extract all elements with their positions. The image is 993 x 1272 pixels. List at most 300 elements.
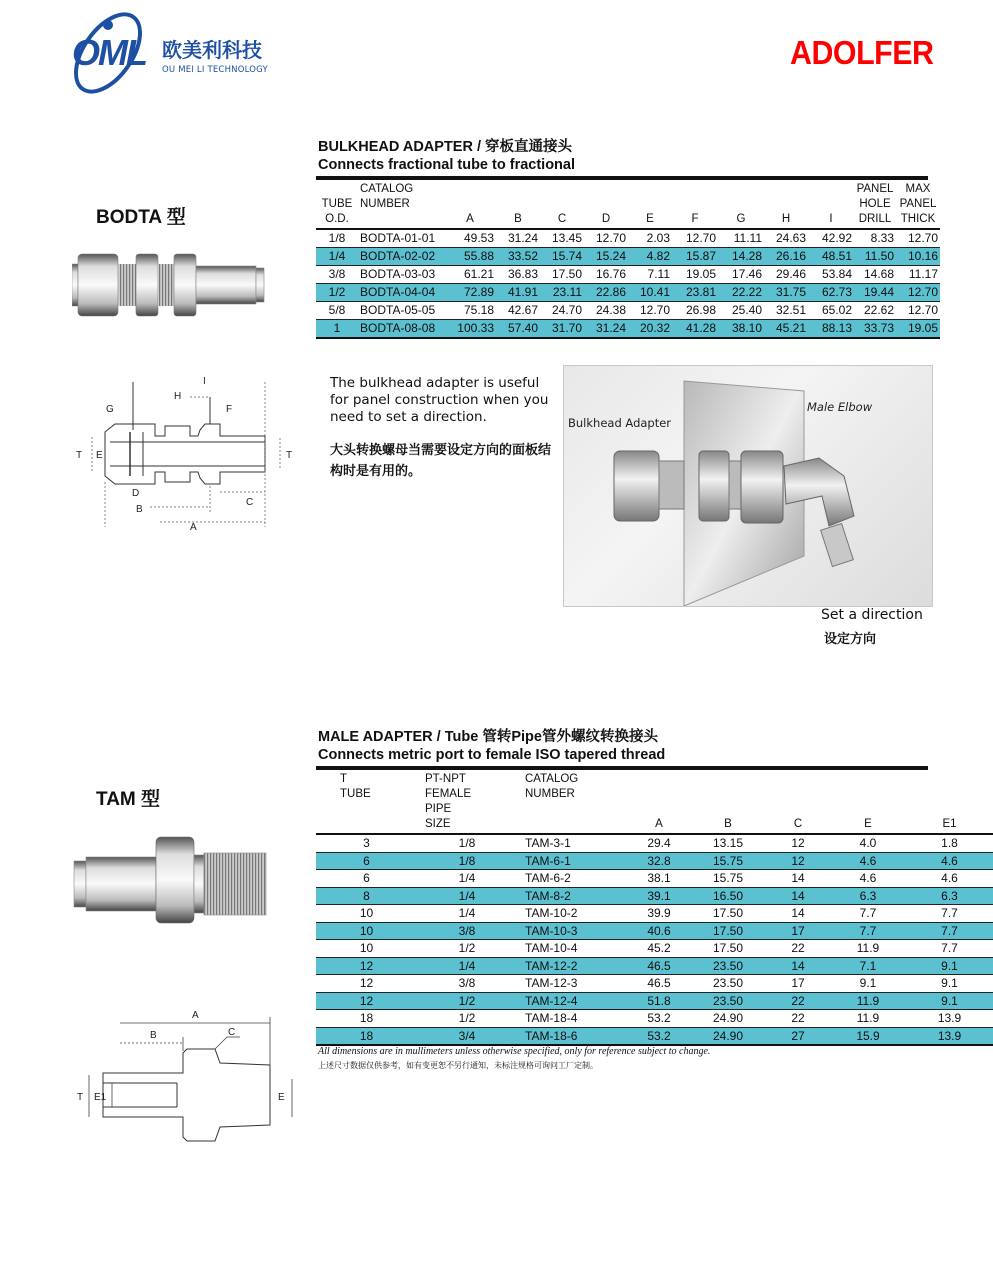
tam-drawing-label-t: T xyxy=(77,1092,84,1103)
tam-drawing-label-a: A xyxy=(192,1010,199,1021)
header-line: D xyxy=(601,213,611,225)
table-cell: 1.8 xyxy=(941,836,958,851)
bulkhead-adapter-label: Bulkhead Adapter xyxy=(568,416,672,430)
table-cell: 11.11 xyxy=(733,231,762,245)
bodta-column-header xyxy=(628,182,672,229)
table-cell: 6 xyxy=(363,871,370,886)
table-cell: 12.70 xyxy=(907,231,938,245)
header-line xyxy=(833,802,903,817)
table-cell: 32.51 xyxy=(775,303,806,317)
table-cell: 11.9 xyxy=(856,993,880,1008)
table-cell: 15.75 xyxy=(712,853,744,868)
catalog-number-cell: TAM-8-2 xyxy=(525,888,571,903)
header-line xyxy=(766,197,806,212)
catalog-number-cell: BODTA-02-02 xyxy=(360,249,436,263)
tam-column-header xyxy=(765,772,831,834)
header-line xyxy=(720,182,762,197)
tam-column-header xyxy=(831,772,905,834)
bodta-column-header xyxy=(896,182,940,229)
table-cell: 19.44 xyxy=(863,285,894,299)
header-line xyxy=(340,802,415,817)
table-cell: 3/8 xyxy=(458,923,476,938)
table-cell: 41.91 xyxy=(507,285,538,299)
table-cell: 51.8 xyxy=(647,993,671,1008)
catalog-number-cell: TAM-6-1 xyxy=(525,853,571,868)
header-line: HOLE xyxy=(859,198,891,210)
table-cell: 11.17 xyxy=(908,267,938,281)
table-cell: 9.1 xyxy=(941,993,958,1008)
table-cell: 14 xyxy=(791,958,805,973)
header-line xyxy=(810,182,852,197)
table-cell: 45.2 xyxy=(647,941,671,956)
table-cell: 12 xyxy=(359,958,374,973)
table-cell: 1/4 xyxy=(458,888,476,903)
bodta-column-header xyxy=(540,182,584,229)
header-line xyxy=(674,197,716,212)
header-line: PANEL xyxy=(856,183,894,195)
table-cell: 1/4 xyxy=(458,958,476,973)
header-line: TUBE xyxy=(321,198,353,210)
table-cell: 10 xyxy=(359,906,374,921)
table-cell: 13.9 xyxy=(937,1028,962,1043)
tam-table-row xyxy=(316,852,993,870)
header-line xyxy=(525,802,625,817)
table-cell: 4.6 xyxy=(859,853,877,868)
catalog-number-cell: BODTA-04-04 xyxy=(360,285,436,299)
table-cell: 14.28 xyxy=(731,249,762,263)
drawing-label-h: H xyxy=(174,391,182,402)
table-cell: 1/2 xyxy=(328,285,346,299)
header-line: PIPE xyxy=(425,803,452,815)
drawing-label-e: E xyxy=(96,450,103,461)
header-line: A xyxy=(466,213,474,225)
table-cell: 7.7 xyxy=(941,923,958,938)
table-cell: 12 xyxy=(359,976,374,991)
drawing-label-t-right: T xyxy=(286,450,293,461)
catalog-number-cell: TAM-6-2 xyxy=(525,871,571,886)
header-line: E1 xyxy=(942,818,957,830)
table-cell: 1/4 xyxy=(458,906,476,921)
header-line xyxy=(586,182,626,197)
table-cell: 3/8 xyxy=(458,976,476,991)
table-cell: 3 xyxy=(363,836,370,851)
table-cell: 9.1 xyxy=(941,958,958,973)
catalog-number-cell: TAM-12-2 xyxy=(525,958,578,973)
header-line xyxy=(542,182,582,197)
catalog-number-cell: TAM-3-1 xyxy=(525,836,571,851)
table-cell: 26.98 xyxy=(685,303,716,317)
table-cell: 7.7 xyxy=(941,941,958,956)
header-line xyxy=(318,182,356,197)
header-line xyxy=(810,197,852,212)
catalog-number-cell: BODTA-05-05 xyxy=(360,303,436,317)
header-line: SIZE xyxy=(425,818,451,830)
table-cell: 4.6 xyxy=(941,853,958,868)
table-cell: 39.9 xyxy=(647,906,671,921)
bodta-column-header xyxy=(444,182,496,229)
table-cell: 17 xyxy=(791,923,805,938)
table-cell: 22 xyxy=(791,993,805,1008)
header-line xyxy=(498,197,538,212)
table-cell: 13.45 xyxy=(551,231,582,245)
catalog-number-cell: TAM-10-3 xyxy=(525,923,578,938)
table-cell: 12.70 xyxy=(685,231,716,245)
header-line: THICK xyxy=(900,213,936,225)
table-cell: 1/2 xyxy=(458,941,476,956)
male-adapter-title: MALE ADAPTER / Tube 管转Pipe管外螺纹转换接头 xyxy=(318,729,658,745)
table-cell: 24.38 xyxy=(595,303,626,317)
table-cell: 22 xyxy=(791,941,805,956)
bulkhead-subtitle: Connects fractional tube to fractional xyxy=(318,157,575,173)
table-cell: 24.90 xyxy=(712,1028,744,1043)
header-line xyxy=(767,772,829,787)
table-cell: 36.83 xyxy=(507,267,538,281)
table-cell: 33.73 xyxy=(863,321,894,335)
bodta-series-label: BODTA 型 xyxy=(96,207,186,228)
table-cell: 7.1 xyxy=(859,958,877,973)
table-cell: 46.5 xyxy=(647,976,671,991)
table-cell: 42.67 xyxy=(507,303,538,317)
header-line: A xyxy=(655,818,663,830)
bodta-table-row xyxy=(316,320,940,339)
table-cell: 19.05 xyxy=(907,321,938,335)
table-cell: 31.24 xyxy=(595,321,626,335)
header-line xyxy=(907,802,992,817)
drawing-label-f: F xyxy=(226,404,233,415)
table-cell: 4.6 xyxy=(859,871,877,886)
table-cell: 1/4 xyxy=(328,249,346,263)
table-cell: 15.24 xyxy=(595,249,626,263)
bulkhead-description-en: The bulkhead adapter is useful for panel construction when you need to set a direction. xyxy=(330,375,549,425)
tam-table-row xyxy=(316,1027,993,1045)
header-line: E xyxy=(646,213,654,225)
header-line: NUMBER xyxy=(360,198,410,210)
header-line: E xyxy=(864,818,872,830)
header-line: C xyxy=(557,213,567,225)
catalog-number-cell: TAM-10-4 xyxy=(525,941,578,956)
drawing-label-b: B xyxy=(136,504,143,515)
panel-fitting-illustration xyxy=(564,366,932,606)
catalog-number-cell: TAM-18-4 xyxy=(525,1011,578,1026)
table-cell: 1 xyxy=(333,321,341,335)
table-cell: 10 xyxy=(359,941,374,956)
table-cell: 17.50 xyxy=(712,923,744,938)
table-cell: 23.50 xyxy=(712,993,744,1008)
table-cell: 29.46 xyxy=(775,267,806,281)
drawing-label-i: I xyxy=(203,376,206,387)
header-line xyxy=(629,802,689,817)
bodta-column-header xyxy=(584,182,628,229)
header-line: B xyxy=(724,818,732,830)
tam-series-label: TAM 型 xyxy=(96,789,161,810)
header-line xyxy=(907,787,992,802)
table-cell: 6.3 xyxy=(941,888,958,903)
header-line xyxy=(340,817,415,832)
header-line xyxy=(720,197,762,212)
tam-table-row xyxy=(316,992,993,1010)
drawing-label-a: A xyxy=(190,522,197,532)
table-cell: 14 xyxy=(791,888,805,903)
logo-mark: OML xyxy=(72,32,146,73)
bodta-column-header xyxy=(808,182,854,229)
male-adapter-subtitle: Connects metric port to female ISO tapered thread xyxy=(318,747,666,763)
table-cell: 61.21 xyxy=(463,267,494,281)
header-line xyxy=(446,197,494,212)
table-cell: 48.51 xyxy=(821,249,852,263)
table-cell: 10.16 xyxy=(907,249,938,263)
table-cell: 14 xyxy=(791,871,805,886)
table-cell: 22.86 xyxy=(595,285,626,299)
table-cell: 17 xyxy=(791,976,805,991)
tam-dimension-drawing xyxy=(75,1005,305,1145)
table-cell: 8.33 xyxy=(870,231,894,245)
table-cell: 57.40 xyxy=(507,321,538,335)
table-cell: 42.92 xyxy=(821,231,852,245)
header-line xyxy=(629,787,689,802)
table-cell: 65.02 xyxy=(821,303,852,317)
header-line xyxy=(907,772,992,787)
table-cell: 7.7 xyxy=(941,906,958,921)
tam-drawing-label-c: C xyxy=(228,1027,236,1038)
catalog-number-cell: BODTA-01-01 xyxy=(360,231,436,245)
bulkhead-title: BULKHEAD ADAPTER / 穿板直通接头 xyxy=(318,139,573,155)
table-cell: 18 xyxy=(359,1028,374,1043)
table-cell: 16.50 xyxy=(712,888,744,903)
table-cell: 1/8 xyxy=(458,836,476,851)
tam-table-row xyxy=(316,1010,993,1028)
logo-name-en: OU MEI LI TECHNOLOGY xyxy=(162,65,268,75)
header-line: O.D. xyxy=(325,213,349,225)
table-cell: 14 xyxy=(791,906,805,921)
table-cell: 9.1 xyxy=(941,976,958,991)
header-line: FEMALE xyxy=(425,788,472,800)
bodta-spec-table xyxy=(316,182,940,339)
drawing-label-t: T xyxy=(76,450,83,461)
table-cell: 53.2 xyxy=(647,1028,671,1043)
table-cell: 45.21 xyxy=(775,321,806,335)
table-cell: 9.1 xyxy=(859,976,877,991)
header-line xyxy=(767,787,829,802)
table-cell: 17.50 xyxy=(712,941,744,956)
table-cell: 15.75 xyxy=(712,871,744,886)
illustration-caption-en: Set a direction xyxy=(821,607,923,623)
illustration-caption-cn: 设定方向 xyxy=(824,632,877,647)
table-cell: 29.4 xyxy=(647,836,671,851)
header-line xyxy=(446,182,494,197)
bodta-column-header xyxy=(854,182,896,229)
tam-table-row xyxy=(316,940,993,958)
table-cell: 6 xyxy=(363,853,370,868)
table-cell: 88.13 xyxy=(821,321,852,335)
dimensions-note-cn: 上述尺寸数据仅供参考，如有变更恕不另行通知，未标注规格可询问工厂定制。 xyxy=(318,1061,598,1070)
table-cell: 5/8 xyxy=(328,303,346,317)
bodta-table-row xyxy=(316,266,940,284)
header-line: PT-NPT xyxy=(425,773,466,785)
brand-name: ADOLFER xyxy=(790,34,934,71)
bodta-column-header xyxy=(764,182,808,229)
table-cell: 27 xyxy=(791,1028,805,1043)
tam-drawing-label-e1: E1 xyxy=(94,1092,107,1103)
table-cell: 24.90 xyxy=(712,1011,744,1026)
header-line xyxy=(693,802,763,817)
table-cell: 53.84 xyxy=(821,267,852,281)
table-cell: 18 xyxy=(359,1011,374,1026)
bodta-column-header xyxy=(496,182,540,229)
table-cell: 20.32 xyxy=(639,321,670,335)
table-cell: 7.7 xyxy=(859,923,877,938)
tam-column-header xyxy=(316,772,417,834)
catalog-number-cell: TAM-12-4 xyxy=(525,993,578,1008)
table-cell: 17.50 xyxy=(551,267,582,281)
table-cell: 55.88 xyxy=(463,249,494,263)
table-cell: 8 xyxy=(363,888,370,903)
header-line xyxy=(674,182,716,197)
table-cell: 100.33 xyxy=(457,321,494,335)
table-cell: 4.0 xyxy=(859,836,877,851)
table-cell: 17.50 xyxy=(712,906,744,921)
bulkhead-illustration xyxy=(563,365,933,607)
header-line: H xyxy=(781,213,791,225)
male-adapter-title-rule xyxy=(316,766,928,770)
table-cell: 16.76 xyxy=(595,267,626,281)
header-line: PANEL xyxy=(899,198,937,210)
bodta-table-row xyxy=(316,302,940,320)
tam-drawing-label-e: E xyxy=(278,1092,285,1103)
company-logo xyxy=(66,5,296,100)
header-line xyxy=(693,772,763,787)
table-cell: 22.22 xyxy=(731,285,762,299)
table-cell: 15.74 xyxy=(551,249,582,263)
table-cell: 7.7 xyxy=(859,906,877,921)
tam-table-row xyxy=(316,905,993,923)
tam-table-row xyxy=(316,834,993,852)
header-line: C xyxy=(793,818,803,830)
table-cell: 22 xyxy=(791,1011,805,1026)
table-cell: 49.53 xyxy=(463,231,494,245)
table-cell: 33.52 xyxy=(507,249,538,263)
table-cell: 1/8 xyxy=(328,231,346,245)
tam-column-header xyxy=(691,772,765,834)
header-line: T xyxy=(340,773,348,785)
tam-column-header xyxy=(417,772,517,834)
table-cell: 12 xyxy=(359,993,374,1008)
header-line xyxy=(766,182,806,197)
table-cell: 14.68 xyxy=(863,267,894,281)
logo-name-cn: 欧美利科技 xyxy=(162,38,262,62)
catalog-number-cell: BODTA-08-08 xyxy=(360,321,436,335)
table-cell: 38.1 xyxy=(647,871,671,886)
table-cell: 31.70 xyxy=(551,321,582,335)
table-cell: 39.1 xyxy=(647,888,671,903)
table-cell: 12.70 xyxy=(639,303,670,317)
catalog-number-cell: TAM-12-3 xyxy=(525,976,578,991)
catalog-number-cell: TAM-18-6 xyxy=(525,1028,578,1043)
tam-column-header xyxy=(905,772,993,834)
bodta-dimension-drawing xyxy=(70,372,310,532)
table-cell: 40.6 xyxy=(647,923,671,938)
table-cell: 13.9 xyxy=(937,1011,962,1026)
table-cell: 31.75 xyxy=(775,285,806,299)
header-line xyxy=(525,817,625,832)
table-cell: 23.50 xyxy=(712,958,744,973)
bodta-column-header xyxy=(672,182,718,229)
header-line xyxy=(586,197,626,212)
table-cell: 23.81 xyxy=(685,285,716,299)
table-cell: 3/4 xyxy=(458,1028,476,1043)
table-cell: 17.46 xyxy=(731,267,762,281)
table-cell: 3/8 xyxy=(328,267,346,281)
tam-drawing-label-b: B xyxy=(150,1030,157,1041)
header-line xyxy=(360,212,442,227)
table-cell: 26.16 xyxy=(775,249,806,263)
header-line xyxy=(630,182,670,197)
header-line: DRILL xyxy=(858,213,892,225)
bodta-column-header xyxy=(718,182,764,229)
table-cell: 15.87 xyxy=(685,249,716,263)
table-cell: 11.9 xyxy=(856,1011,880,1026)
header-line: CATALOG xyxy=(525,773,579,785)
table-cell: 72.89 xyxy=(463,285,494,299)
table-cell: 12.70 xyxy=(907,285,938,299)
table-cell: 1/4 xyxy=(458,871,476,886)
table-cell: 1/8 xyxy=(458,853,476,868)
header-line xyxy=(542,197,582,212)
table-cell: 4.6 xyxy=(941,871,958,886)
male-elbow-label: Male Elbow xyxy=(807,400,873,414)
header-line xyxy=(833,787,903,802)
drawing-label-g: G xyxy=(106,404,114,415)
drawing-label-d: D xyxy=(132,488,140,499)
table-cell: 23.50 xyxy=(712,976,744,991)
table-cell: 41.28 xyxy=(685,321,716,335)
header-line xyxy=(833,772,903,787)
table-cell: 1/2 xyxy=(458,993,476,1008)
table-cell: 53.2 xyxy=(647,1011,671,1026)
tam-table-row xyxy=(316,922,993,940)
header-line: NUMBER xyxy=(525,788,575,800)
header-line: I xyxy=(829,213,833,225)
header-line: B xyxy=(514,213,522,225)
table-cell: 12.70 xyxy=(595,231,626,245)
bodta-column-header xyxy=(316,182,358,229)
table-cell: 12 xyxy=(791,836,805,851)
table-cell: 24.70 xyxy=(551,303,582,317)
table-cell: 22.62 xyxy=(863,303,894,317)
table-cell: 6.3 xyxy=(859,888,877,903)
header-line xyxy=(498,182,538,197)
bodta-column-header xyxy=(358,182,444,229)
header-line xyxy=(693,787,763,802)
table-cell: 46.5 xyxy=(647,958,671,973)
bodta-table-row xyxy=(316,248,940,266)
tam-table-row xyxy=(316,975,993,993)
bulkhead-title-rule xyxy=(316,176,928,180)
catalog-number-cell: BODTA-03-03 xyxy=(360,267,436,281)
table-cell: 10.41 xyxy=(639,285,670,299)
header-line xyxy=(629,772,689,787)
tam-spec-table xyxy=(316,772,993,1046)
table-cell: 11.50 xyxy=(864,249,894,263)
table-cell: 4.82 xyxy=(646,249,670,263)
tam-column-header xyxy=(627,772,691,834)
table-cell: 23.11 xyxy=(552,285,582,299)
tam-table-row xyxy=(316,870,993,888)
tam-column-header xyxy=(517,772,627,834)
table-cell: 25.40 xyxy=(731,303,762,317)
table-cell: 1/2 xyxy=(458,1011,476,1026)
bodta-table-row xyxy=(316,229,940,248)
header-line: MAX xyxy=(905,183,931,195)
